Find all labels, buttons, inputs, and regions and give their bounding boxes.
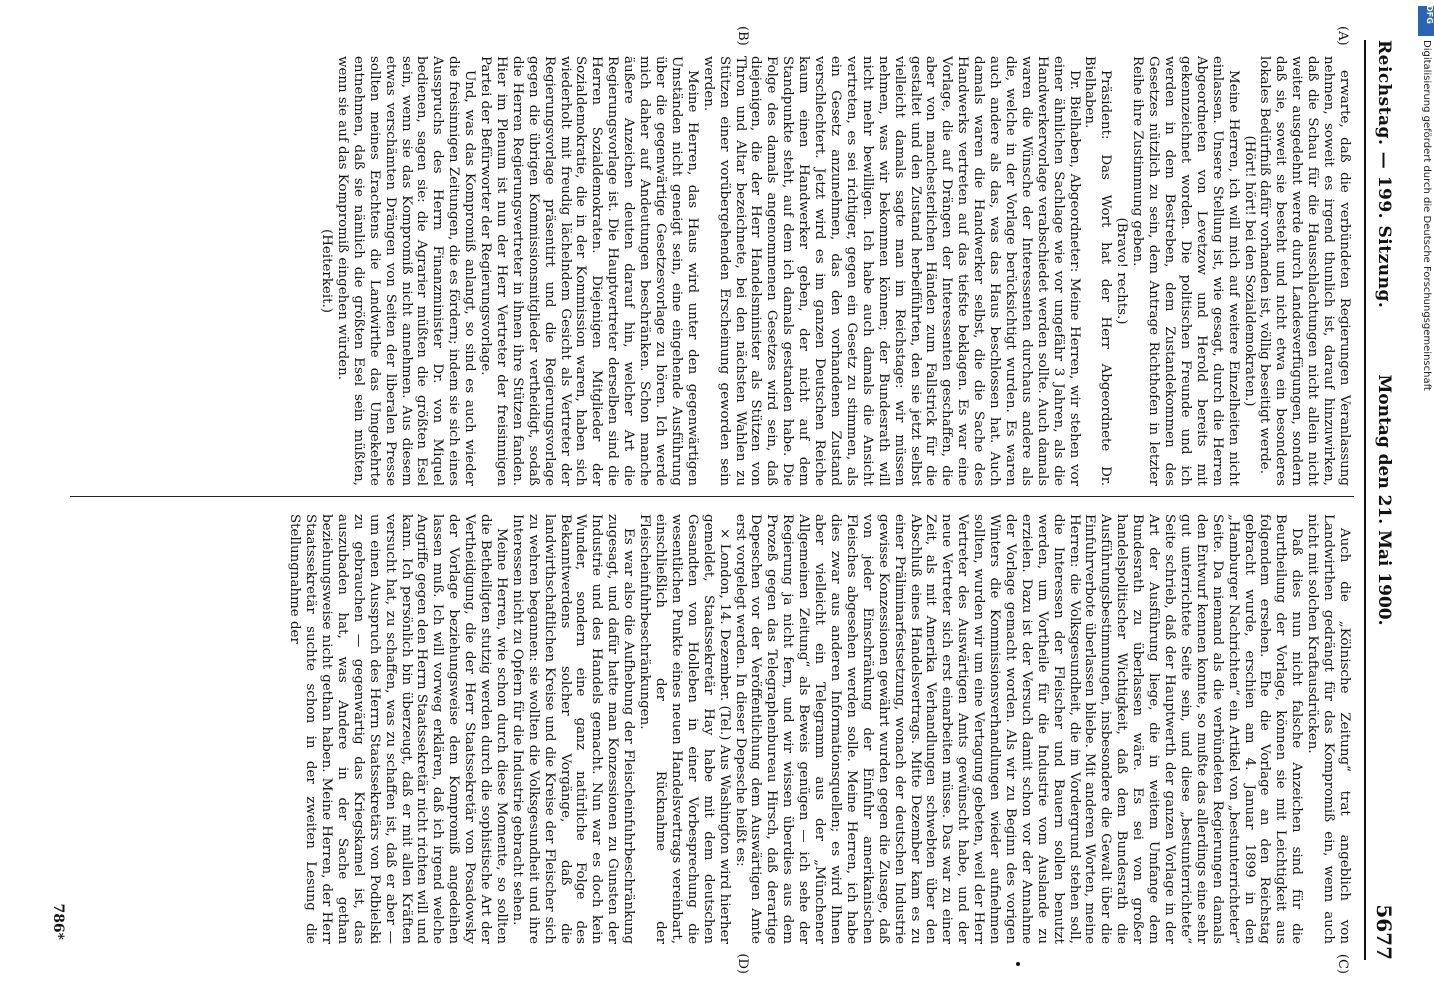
interjection: (Bravo! rechts.) <box>1114 217 1130 325</box>
ink-speck <box>1016 962 1020 966</box>
paragraph: Und, was das Kompromiß anlangt, so sind es auch wieder die freisinnigen Zeitungen, die es fördern; indem sie sich eines Ausspruchs des Herrn Finanzminister Dr. von Miquel bedienen, sagen sie: die Agrarier müßten die größten Esel sein, wenn sie das Kompromiß nicht annehmen. Aus diesem etwas verschämten Drängen von Seiten der liberalen Presse sollten meines Erachtens die Landwirthe das Umgekehrte entnehmen, daß sie nämlich die größten Esel sein müßten, wenn sie auf das Kompromiß eingehen würden. <box>334 56 478 486</box>
interjection: (Hört! hört! bei den Sozialdemokraten.) <box>1241 135 1257 407</box>
header-left: Reichstag. — 199. Sitzung. <box>1374 40 1394 309</box>
paragraph: Präsident: Das Wort hat der Herr Abgeordnete Dr. Bielhaben. <box>1082 56 1114 486</box>
margin-marker-a: (A) <box>1335 26 1350 46</box>
rotated-document-page <box>30 20 1410 980</box>
interjection: (Heiterkeit.) <box>319 229 334 313</box>
paragraph: Auch die „Kölnische Zeitung“ trat angeblich von Landwirthen gedrängt für das Kompromiß ein, wenn auch nicht mit solchen Kraftausdrücken. <box>1305 514 1352 944</box>
paragraph: Daß dies nun nicht falsche Anzeichen sind für die Beurtheilung der Vorlage, können sie mit Leichtigkeit aus folgendem ersehen. Ehe die Vorlage an den Reichstag gebracht wurde, erschien am 4. Januar 1899 in den „Hamburger Nachrichten“ ein Artikel von „bestunterrichteter“ Seite. Da niemand als die verbündeten Regierungen damals den Entwurf kennen konnte, so mußte das allerdings eine sehr gut unterrichtete Seite sein, und diese „bestunterrichtete“ Seite schrieb, daß der Hauptwerth der ganzen Vorlage in der Art der Ausführung liege, die in weitem Umfange dem Bundesrath zu überlassen wäre. Es sei von großer handelspolitischer Wichtigkeit, daß dem Bundesrath die Ausführungsbestimmungen, insbesondere die Gewalt über die Einfuhrverbote überlassen bliebe. Mit anderen Worten, meine Herren: die Volksgesundheit, die im Vordergrund stehen soll, die Interessen der Fleischer und Bauern sollen benutzt werden, um Vortheile für die Industrie vom Auslande zu erzielen. Dazu ist der Versuch damit schon vor der Annahme der Vorlage gemacht worden. Als wir zu Beginn des vorigen Winters die Kommissionsverhandlungen wieder aufnehmen sollten, wurden wir um eine Vertagung gebeten, weil der Herr Vertreter des Auswärtigen Amts gewünscht habe, und der neue Vertreter sich erst einarbeiten müsse. Das war zu einer Zeit, als mit Amerika Verhandlungen schwebten über den Abschluß eines Handelsvertrags. Mitte Dezember kam es zu einer Präliminarfestsetzung, wonach der deutschen Industrie gewisse Konzessionen gewährt wurden gegen die Zusage, daß von jeder Einschränkung der Einfuhr amerikanischen Fleisches abgesehen werden solle. Meine Herren, ich habe dies zwar aus anderen Informationsquellen; es wird Ihnen aber vielleicht ein Telegramm aus der „Münchener Allgemeinen Zeitung“ als Beweis genügen — ich sehe der Regierung ja nicht fern, und wir wissen überdies aus dem Prozeß gegen das Telegraphenbureau Hirsch, daß derartige Depeschen vor der Veröffentlichung dem Auswärtigen Amte erst vorgelegt werden. In dieser Depesche heißt es: <box>732 514 1305 944</box>
paragraph: erwarte, daß die verbündeten Regierungen Veranlassung nehmen, soweit es irgend thunlich ist, darauf hinzuwirken, daß die Schau für die Hausschlachtungen nicht allein nicht weiter ausgedehnt werde durch Landesverfügungen, sondern daß sie, soweit sie besteht und nicht etwa ein besonderes lokales Bedürfniß dafür vorhanden ist, völlig beseitigt werde. <box>1257 56 1352 486</box>
header-date: Montag den 21. Mai 1900. <box>1374 374 1394 626</box>
margin-marker-d: (D) <box>735 953 750 974</box>
paragraph: × London, 14. Dezember. (Tel.) Aus Washington wird hierher gemeldet, Staatssekretär Hay habe mit dem deutschen Gesandten von Holleben in einer Vorbesprechung die wesentlichen Punkte eines neuen Handelsvertrags vereinbart, einschließlich der Rücknahme der Fleischeinfuhrbeschränkungen. <box>637 514 732 944</box>
paragraph: Dr. Bielhaben, Abgeordneter: Meine Herren, wir stehen vor einer ähnlichen Sachlage wie vor ungefähr 3 Jahren, als die Handwerkervorlage verabschiedet werden sollte. Auch damals waren die Wünsche der Interessenten durchaus andere als die, welche in der Vorlage berücksichtigt wurden. Es waren auch andere als das, was das Haus beschlossen hat. Auch damals waren die Handwerker selbst, die die Sache des Handwerks vertreten auf das tiefste beklagen. Es war eine Vorlage, die auf Drängen der Interessenten geschaffen, die aber von manchesterlichen Händen zum Fallstrick für die gestaltet und den Zustand herbeiführten, den sie jetzt selbst vielleicht damals sagte man im Reichstage: wir müssen nehmen, was wir bekommen können; der Bundesrath will nicht mehr bewilligen. Ich habe auch damals die Ansicht vertreten, es sei richtiger, gegen ein Gesetz zu stimmen, als ein Gesetz anzunehmen, das den vorhandenen Zustand verschlechtert. Jetzt wird es im ganzen Deutschen Reiche kaum einen Handwerker geben, der nicht auf dem Standpunkte steht, auf dem ich damals gestanden habe. Die Folge des damals angenommenen Gesetzes wird sein, daß diejenigen, die der Herr Handelsminister als Stützen von Thron und Altar bezeichnete, bei den nächsten Wahlen zu Stützen einer vorübergehenden Erscheinung geworden sein werden. <box>700 56 1082 486</box>
paragraph: Meine Herren, wie schon durch diese Momente, so sollten die Betheiligten stutzig werden durch die sophistische Art der Vertheidigung, die der Herr Staatssekretär von Posadowsky der Vorlage beziehungsweise dem Kompromiß angedeihen lassen muß. Ich will vorweg erklären, daß ich irgend welche Angriffe gegen den Herrn Staatssekretär nicht richten will und kann. Ich persönlich bin überzeugt, daß er mit allen Kräften versucht hat, zu schaffen, was zu schaffen ist, daß er aber — um einen Ausspruch des Herrn Staatssekretärs von Podbielski zu gebrauchen — gegenwärtig das Kriegskamel ist, das auszubaden hat, was Andere in der Sache gethan beziehungsweise nicht gethan haben. Meine Herren, der Herr Staatssekretär suchte schon in der zweiten Lesung die Stellungnahme der <box>287 514 509 944</box>
left-text-column <box>70 56 1352 486</box>
paragraph: Meine Herren, das Haus wird unter den gegenwärtigen Umständen nicht geneigt sein, eine eingehende Ausführung über die gegenwärtige Gesetzesvorlage zu hören. Ich werde mich daher auf Andeutungen beschränken. Schon manche äußere Anzeichen deuten darauf hin, welcher Art die Regierungsvorlage ist. Die Hauptvertreter derselben sind die Herren Sozialdemokraten. Diejenigen Mitglieder der Sozialdemokratie, die in der Kommission waren, haben sich wiederholt mit freudig lächelndem Gesicht als Vertreter der Regierungsvorlage präsentirt und die Regierungsvorlage gegen die übrigen Kommissionsmitglieder vertheidigt, sodaß die Herren Regierungsvertreter in ihnen ihre Stützen fanden. Hier im Plenum ist nun der Herr Vertreter der freisinnigen Partei der Befürworter der Regierungsvorlage. <box>478 56 700 486</box>
margin-marker-b: (B) <box>735 26 750 46</box>
signature-mark: 786* <box>50 903 66 940</box>
margin-marker-c: (C) <box>1335 953 1350 974</box>
right-text-column <box>70 514 1352 944</box>
dfg-logo: DFG <box>1418 6 1434 36</box>
page-number: 5677 <box>1372 904 1396 960</box>
column-divider <box>70 496 1354 497</box>
digitization-note <box>1418 0 1434 1000</box>
page-header <box>1364 40 1400 960</box>
paragraph: Es war also die Aufhebung der Fleischeinfuhrbeschränkung zugesagt, und dafür hatte man Konzessionen zu Gunsten der Industrie und des Handels gemacht. Nun war es doch kein Wunder, sondern eine ganz natürliche Folge des Bekanntwerdens solcher Vorgänge, daß die landwirthschaftlichen Kreise und die Kreise der Fleischer sich zu wehren begannen: sie wollten die Volksgesundheit und ihre Interessen nicht zu Opfern für die Industrie gebracht sehen. <box>509 514 637 944</box>
paragraph: Meine Herren, ich will mich auf weitere Einzelheiten nicht einlassen. Unsere Stellung ist, wie gesagt, durch die Herren Abgeordneten von Levetzow und Herold bereits mit gekennzeichnet worden. Die politischen Freunde und ich werden in dem Bestreben, dem Zustandekommen des Gesetzes nützlich zu sein, dem Antrage Richthofen in letzter Reihe ihre Zustimmung geben. <box>1130 56 1241 486</box>
digitization-credit: Digitalisierung gefördert durch die Deutsche Forschungsgemeinschaft <box>1421 40 1432 391</box>
